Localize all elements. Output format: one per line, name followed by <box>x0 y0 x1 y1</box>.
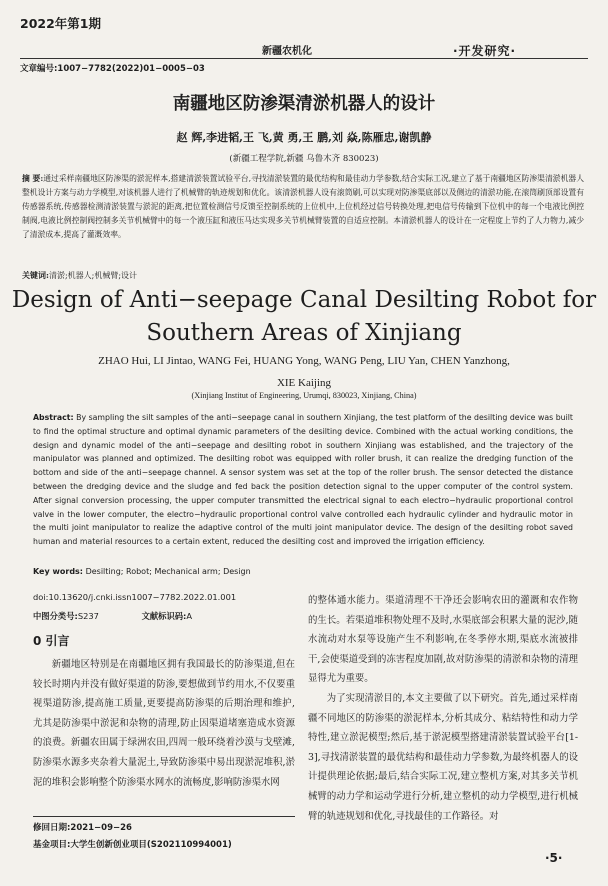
issue-label: 2022年第1期 <box>20 16 101 31</box>
abstract-english-text: By sampling the silt samples of the anti−seepage canal in southern Xinjiang, the test platform of the desilting device was built to find the optimal structure and optimal dynamic parameters of the desilting device. Combined with the actual working conditions, the design and dynamic model of the anti−seepage and desilting robot in southern Xinjiang was established, and the trajectory of the manipulator was planned and optimized. The desilting robot was equipped with roller brush, it can realize the dredging function of the bottom and side of the anti−seepage channel. A sensor system was set at the top of the roller brush. The sensor detected the distance between the dredging device and the sludge and fed back the position detection signal to the upper computer of the control system. After signal conversion processing, the upper computer transmitted the electrical signal to each electro−hydraulic proportional control valve in the lower computer, the electro−hydraulic proportional control valve controlled each hydraulic cylinder and hydraulic motor in the multi joint manipulator to realize the adaptive control of the multi joint manipulator device. The design of the desilting robot saved human and material resources to a certain extent, reduced the desilting cost and improved the irrigation efficiency. <box>33 413 573 547</box>
journal-name: 新疆农机化 <box>262 46 312 57</box>
article-number: 文章编号:1007−7782(2022)01−0005−03 <box>20 64 205 74</box>
document-code-value: A <box>186 611 193 621</box>
intro-paragraph-2: 为了实现清淤目的,本文主要做了以下研究。首先,通过采样南疆不同地区的防渗渠的淤泥样本,分析其成分、粘结特性和动力学特性,建立淤泥模型;然后,基于淤泥模型搭建清淤装置试验平台[1-3],寻找清淤装置的最优结构和最佳动力学参数,为最终机器人的设计提供理论依据;最后,结合实际工况,建立整机方案,对其多关节机械臂的动力学和运动学进行分析,建立整机的动力学模型,进行机械臂的轨迹规划和优化,寻找最佳的工作路径。对 <box>308 692 578 822</box>
column-label: ·开发研究· <box>453 44 517 58</box>
footnote-rule <box>33 816 295 817</box>
clc-number <box>33 611 119 621</box>
authors-chinese: 赵 辉,李进韬,王 飞,黄 勇,王 鹏,刘 焱,陈雁忠,谢凯静 <box>176 131 432 144</box>
keywords-english <box>33 567 573 576</box>
keywords-english-text: Desilting; Robot; Mechanical arm; Design <box>85 567 251 576</box>
clc-label: 中图分类号: <box>33 611 78 621</box>
document-code-label: 文献标识码: <box>141 611 187 621</box>
authors-english-line-1: ZHAO Hui, LI Jintao, WANG Fei, HUANG Yong, WANG Peng, LIU Yan, CHEN Yanzhong, <box>98 355 510 367</box>
authors-english-line-2: XIE Kaijing <box>276 377 332 389</box>
clc-value: S237 <box>77 611 99 621</box>
abstract-chinese-text: 通过采样南疆地区防渗渠的淤泥样本,搭建清淤装置试验平台,寻找清淤装置的最优结构和最佳动力学参数,结合实际工况,建立了基于南疆地区防渗渠清淤机器人整机设计方案与动力学模型,对该机器人进行了机械臂的轨迹规划和优化。该清淤机器人设有滚筒刷,可以实现对防渗渠底部以及侧边的清淤功能,在滚筒刷顶部设置有传感器系统,传感器检测清淤装置与淤泥的距离,把位置检测信号反馈至控制系统的上位机中,上位机经过信号转换处理,把电信号传输到下位机中的每一个电液比例控制阀,电液比例控制阀控制多关节机械臂中的每一个液压缸和液压马达实现多关节机械臂装置的自适应控制。本清淤机器人的设计在一定程度上节约了人力物力,减少了清淤成本,提高了灌溉效率。 <box>22 174 584 239</box>
page-number: ·5· <box>545 851 563 865</box>
affiliation-english: (Xinjiang Institut of Engineering, Urumqi, 830023, Xinjiang, China) <box>191 391 417 400</box>
authors-english <box>0 350 608 394</box>
header-rule <box>20 58 588 59</box>
document-code <box>142 611 213 621</box>
title-chinese: 南疆地区防渗渠清淤机器人的设计 <box>172 94 436 114</box>
abstract-english-label: Abstract: <box>33 413 74 422</box>
footnote-received-date: 修回日期:2021−09−26 <box>33 823 132 833</box>
intro-left-column <box>33 655 295 792</box>
keywords-chinese-text: 清淤;机器人;机械臂;设计 <box>48 271 138 280</box>
doi: doi:10.13620/j.cnki.issn1007−7782.2022.01.001 <box>33 592 237 602</box>
keywords-english-label: Key words: <box>33 567 84 576</box>
intro-paragraph-continued: 的整体通水能力。渠道清理不干净还会影响农田的灌溉和农作物的生长。若渠道堆积物处理不及时,水渠底部会积累大量的泥沙,随水流动对水泵等设施产生不利影响,在冬季停水期,渠底水流被排干,会使渠道受到的冻害程度加剧,故对防渗渠的清淤和杂物的清理显得尤为重要。 <box>308 595 578 685</box>
abstract-chinese-label: 摘 要: <box>22 174 44 183</box>
keywords-chinese-label: 关键词: <box>22 270 49 280</box>
abstract-chinese <box>22 172 584 242</box>
title-english-line-1: Design of Anti−seepage Canal Desilting Robot for <box>11 287 597 313</box>
title-english <box>0 284 608 350</box>
affiliation-chinese: (新疆工程学院,新疆 乌鲁木齐 830023) <box>229 154 379 164</box>
keywords-chinese <box>22 270 584 281</box>
abstract-english <box>33 411 573 549</box>
section-title-introduction: 0 引言 <box>33 634 70 648</box>
intro-right-column <box>308 591 578 826</box>
classification-line <box>33 610 232 622</box>
footnote-fund: 基金项目:大学生创新创业项目(S202110994001) <box>33 840 232 850</box>
intro-paragraph-1: 新疆地区特别是在南疆地区拥有我国最长的防渗渠道,但在较长时期内并没有做好渠道的防渗,要想做到节约用水,不仅要重视渠道防渗,提高施工质量,更要提高防渗渠的后期治理和维护,尤其是防渗渠中淤泥和杂物的清理,防止因渠道堵塞造成水资源的浪费。新疆农田属于绿洲农田,四周一般环绕着沙漠与戈壁滩,防渗渠水源多夹杂着大量泥土,导致防渗渠中易出现淤泥堆积,淤泥的堆积会影响整个防渗渠水网水的流畅度,影响防渗渠水网 <box>33 659 295 788</box>
title-english-line-2: Southern Areas of Xinjiang <box>146 320 462 346</box>
